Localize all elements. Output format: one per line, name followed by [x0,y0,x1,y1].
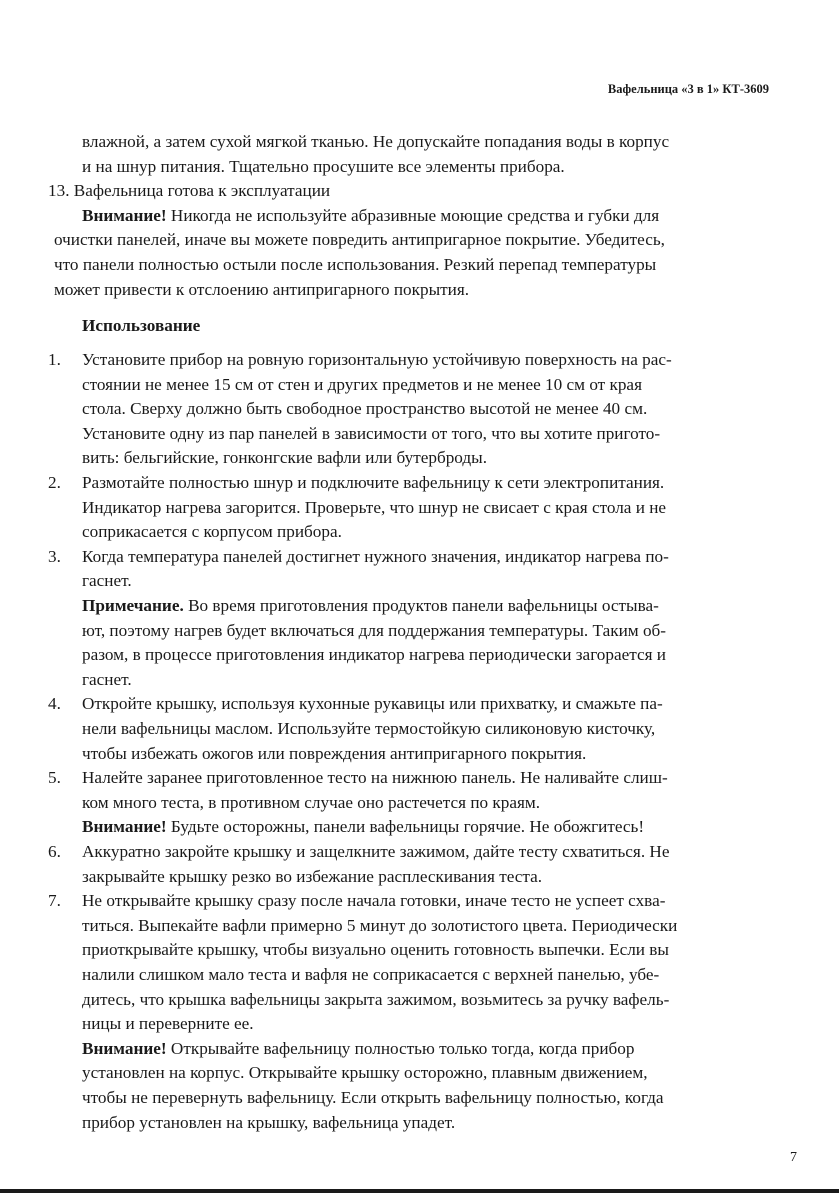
list-item-line: титься. Выпекайте вафли примерно 5 минут до золотистого цвета. Периодически [82,915,678,935]
paragraph-line: влажной, а затем сухой мягкой тканью. Не допускайте попадания воды в корпус [82,132,670,151]
list-item-line: Индикатор нагрева загорится. Проверьте, что шнур не свисает с края стола и не [82,497,667,517]
list-item-line: стоянии не менее 15 см от стен и других предметов и не менее 10 см от края [82,374,642,394]
paragraph-line: очистки панелей, иначе вы можете повредить антипригарное покрытие. Убедитесь, [54,230,665,250]
warning-label: Внимание! [82,817,167,837]
list-item-line: ком много теста, в противном случае оно растечется по краям. [82,792,541,812]
note-text: Во время приготовления продуктов панели вафельницы остыва- [183,596,659,615]
list-item-line: вить: бельгийские, гонконгские вафли или бутерброды. [82,448,487,468]
paragraph-line: может привести к отслоению антипригарного покрытия. [54,279,470,299]
page-header: Вафельница «3 в 1» КТ-3609 [607,82,769,96]
list-item-line: Аккуратно закройте крышку и защелкните зажимом, дайте тесту схватиться. Не [82,842,670,861]
warning-block [82,815,644,840]
warning-text: Никогда не используйте абразивные моющие средства и губки для [166,205,660,225]
list-item-line: налили слишком мало теста и вафля не соприкасается с верхней панелью, убе- [82,965,660,984]
note-line: гаснет. [82,669,132,689]
warning-line: установлен на корпус. Открывайте крышку осторожно, плавным движением, [82,1063,648,1083]
list-item-line: приоткрывайте крышку, чтобы визуально оценить готовность выпечки. Если вы [82,940,669,960]
list-item-line: ницы и переверните ее. [82,1014,254,1034]
list-text: Вафельница готова к эксплуатации [73,181,331,201]
note-line: ют, поэтому нагрев будет включаться для поддержания температуры. Таким об- [82,620,667,640]
list-number: 7. [48,891,61,911]
list-number: 13. [48,181,70,201]
list-item-line: Налейте заранее приготовленное тесто на нижнюю панель. Не наливайте слиш- [82,768,668,788]
list-item-line: стола. Сверху должно быть свободное пространство высотой не менее 40 см. [82,399,648,419]
note-line: разом, в процессе приготовления индикатор нагрева периодически загорается и [82,645,667,665]
warning-text: Будьте осторожны, панели вафельницы горячие. Не обожгитесь! [166,817,645,837]
list-item-line: закрывайте крышку резко во избежание расплескивания теста. [82,866,543,886]
list-number: 1. [48,350,61,369]
paragraph-line: что панели полностью остыли после использования. Резкий перепад температуры [54,255,657,274]
warning-label: Внимание! [82,205,167,225]
warning-line: прибор установлен на крышку, вафельница упадет. [82,1112,456,1132]
list-item-line: соприкасается с корпусом прибора. [82,522,342,542]
list-item-13 [48,179,330,204]
warning-block [82,204,659,229]
list-item-line: нели вафельницы маслом. Используйте термостойкую силиконовую кисточку, [82,719,656,738]
list-item-line: гаснет. [82,571,132,591]
list-item-line: Не открывайте крышку сразу после начала готовки, иначе тесто не успеет схва- [82,891,666,911]
warning-label: Внимание! [82,1038,167,1058]
list-number: 6. [48,842,61,861]
list-item-line: Установите одну из пар панелей в зависимости от того, что вы хотите пригото- [82,423,661,443]
warning-text: Открывайте вафельницу полностью только тогда, когда прибор [166,1038,635,1058]
warning-line: чтобы не перевернуть вафельницу. Если открыть вафельницу полностью, когда [82,1088,664,1107]
note-block [82,594,659,619]
list-item-line: чтобы избежать ожогов или повреждения антипригарного покрытия. [82,743,587,763]
list-number: 4. [48,694,61,714]
list-item-line: Когда температура панелей достигнет нужного значения, индикатор нагрева по- [82,546,669,566]
note-label: Примечание. [82,596,184,615]
list-item-line: Размотайте полностью шнур и подключите вафельницу к сети электропитания. [82,473,665,492]
paragraph-line: и на шнур питания. Тщательно просушите все элементы прибора. [82,156,565,176]
list-item-line: Откройте крышку, используя кухонные рукавицы или прихватку, и смажьте па- [82,694,663,714]
list-number: 2. [48,473,61,492]
bottom-rule [0,1189,839,1193]
warning-block [82,1037,634,1062]
list-item-line: Установите прибор на ровную горизонтальную устойчивую поверхность на рас- [82,350,672,369]
list-item-line: дитесь, что крышка вафельницы закрыта зажимом, возьмитесь за ручку вафель- [82,989,670,1009]
list-number: 5. [48,768,61,788]
list-number: 3. [48,546,61,566]
page-number: 7 [790,1150,797,1165]
section-heading: Использование [82,316,201,335]
